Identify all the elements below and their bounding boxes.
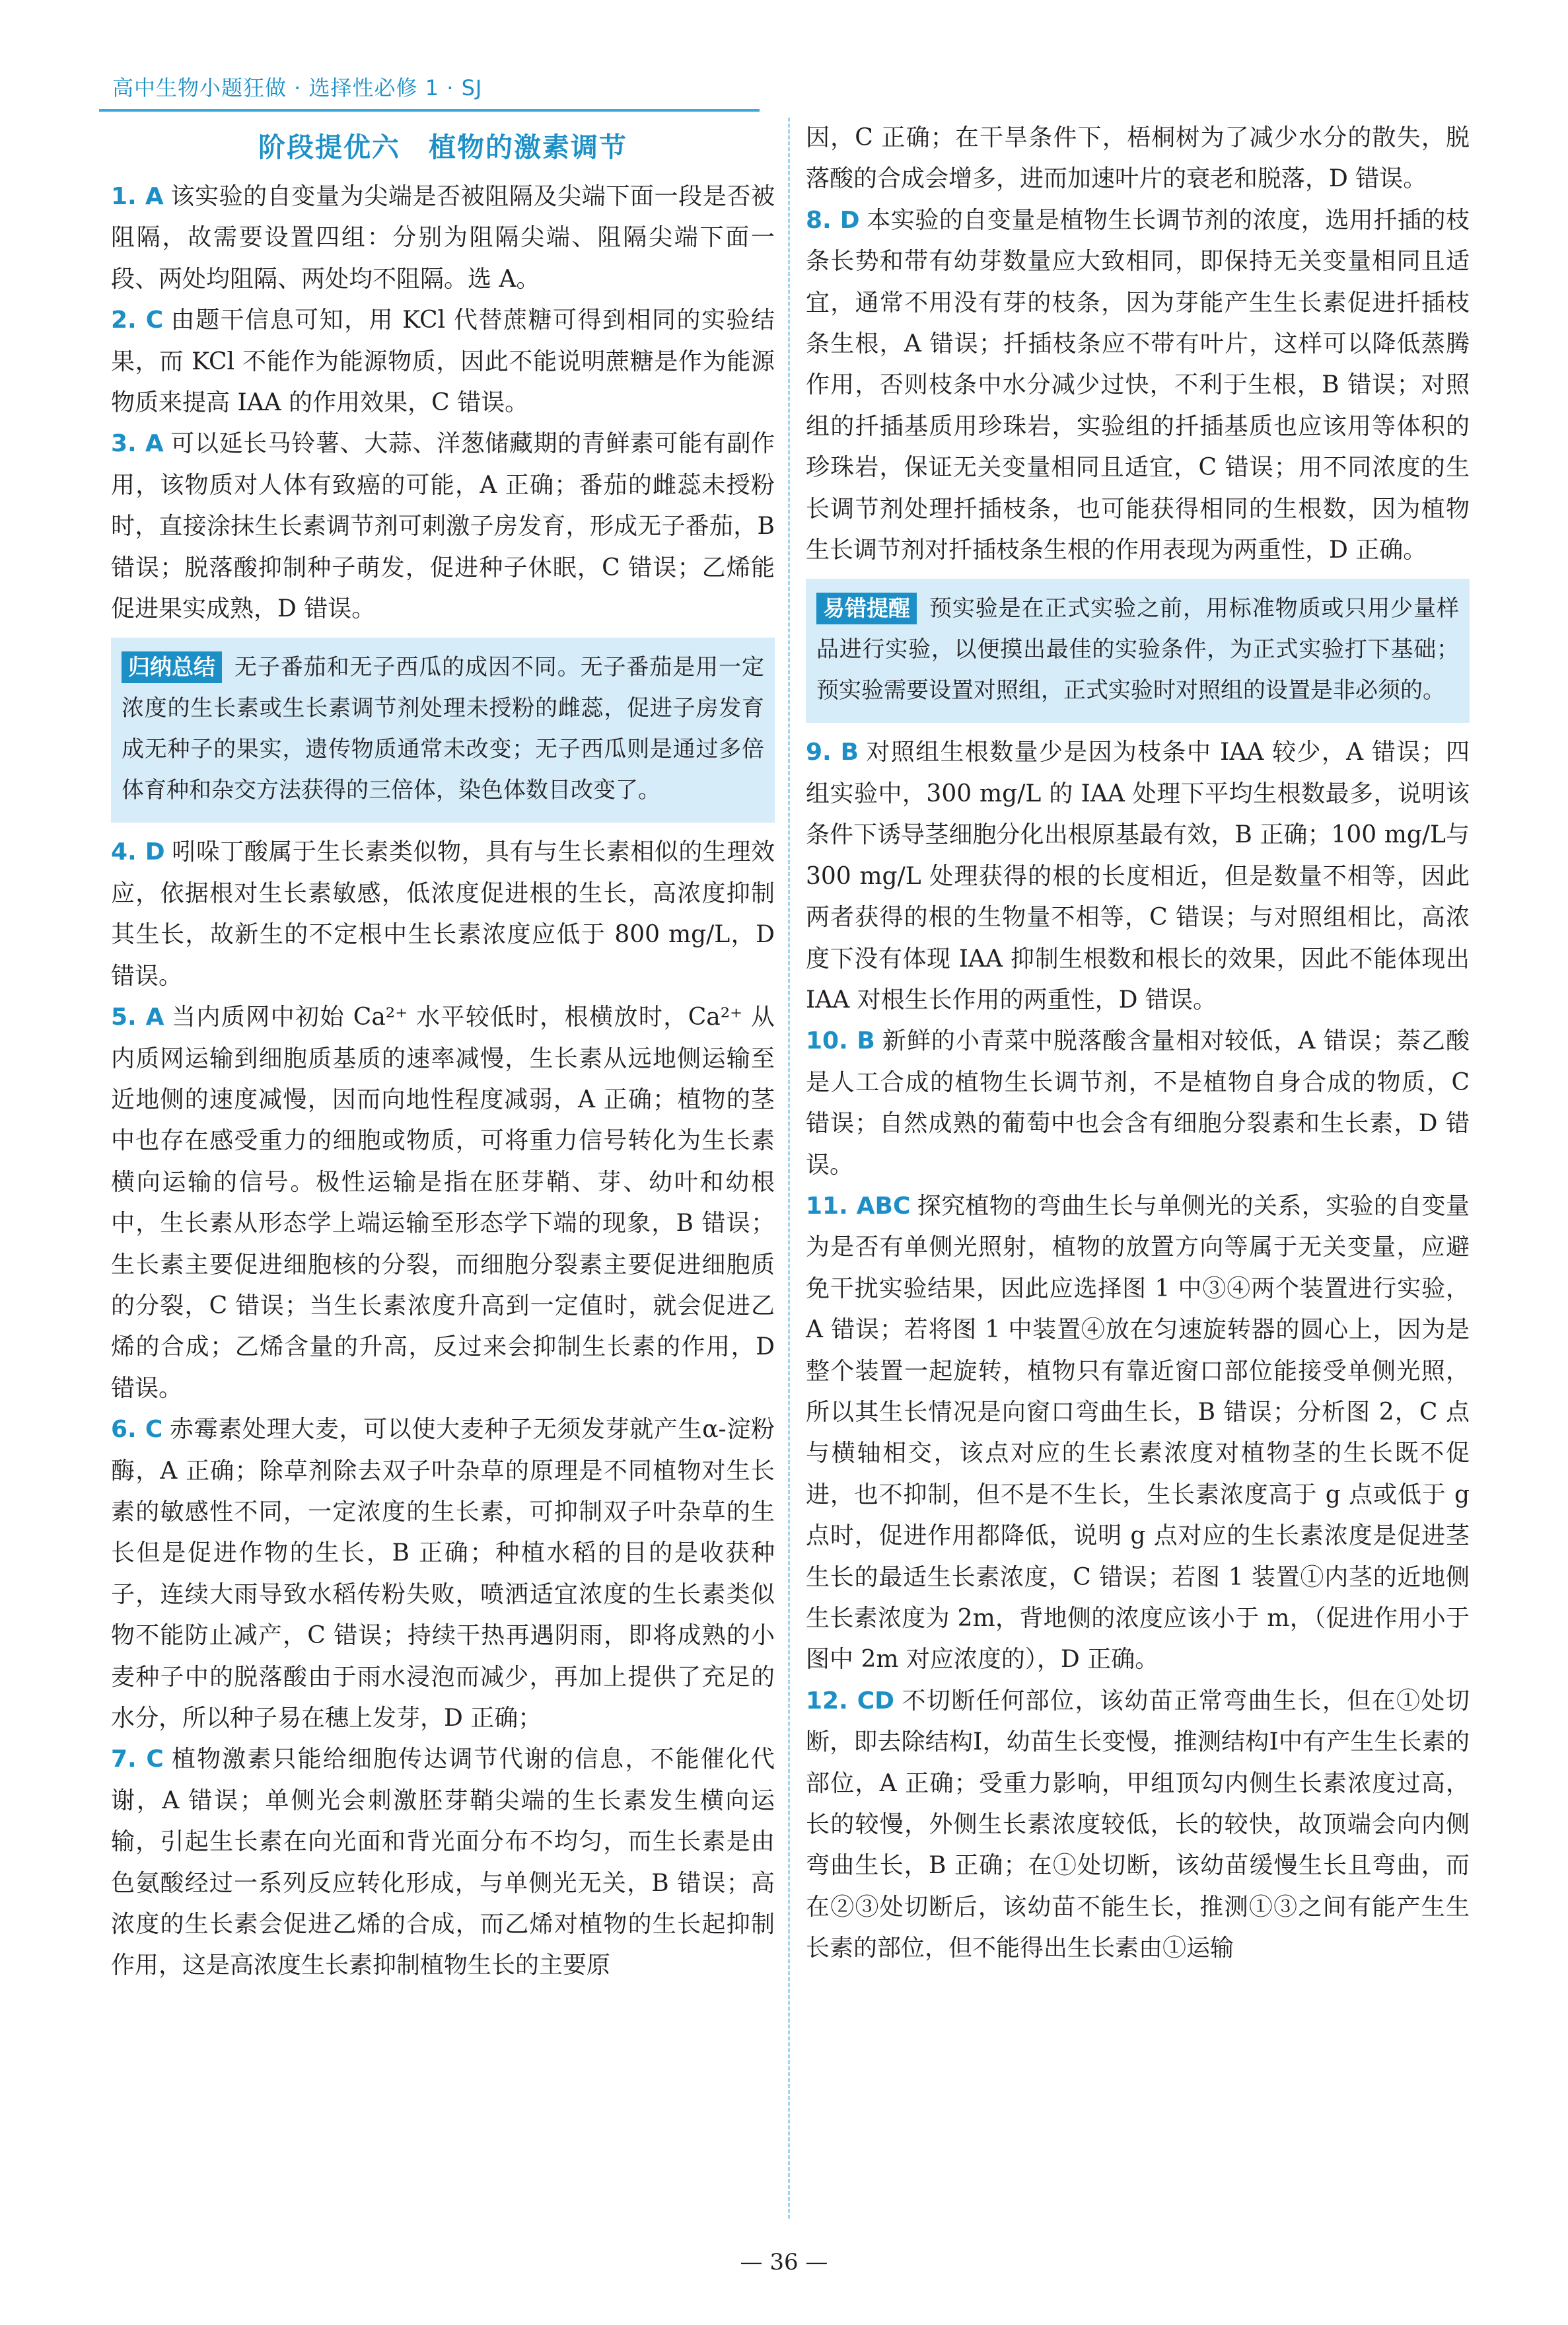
- answer-item: [111, 300, 775, 424]
- answer-text: 对照组生根数量少是因为枝条中 IAA 较少，A 错误；四组实验中，300 mg/L 的 IAA 处理下平均生根数最多，说明该条件下诱导茎细胞分化出根原基最有效，B 正确；100 mg/L与 300 mg/L 处理获得的根的长度相近，但是数量不相等，因此两者获得的根的生物量不相等，C 错误；与对照组相比，高浓度下没有体现 IAA 抑制生根数和根长的效果，因此不能体现出 IAA 对根生长作用的两重性，D 错误。: [806, 739, 1470, 1014]
- header-rule: [99, 109, 760, 112]
- summary-label: 归纳总结: [122, 651, 222, 683]
- right-column: [806, 118, 1470, 1970]
- answer-item: [111, 1409, 775, 1739]
- answer-text: 该实验的自变量为尖端是否被阻隔及尖端下面一段是否被阻隔，故需要设置四组：分别为阻隔尖端、阻隔尖端下面一段、两处均阻隔、两处均不阻隔。选 A。: [111, 183, 775, 293]
- warning-label: 易错提醒: [816, 593, 917, 624]
- section-title: 阶段提优六 植物的激素调节: [258, 131, 627, 163]
- answer-number: 3. A: [111, 430, 164, 458]
- answer-item: [111, 424, 775, 630]
- answer-text: 新鲜的小青菜中脱落酸含量相对较低，A 错误；萘乙酸是人工合成的植物生长调节剂，不是植物自身合成的物质，C 错误；自然成熟的葡萄中也会含有细胞分裂素和生长素，D 错误。: [806, 1027, 1470, 1179]
- answer-item: [806, 200, 1470, 572]
- left-column: [111, 118, 775, 1987]
- answer-text: 赤霉素处理大麦，可以使大麦种子无须发芽就产生α-淀粉酶，A 正确；除草剂除去双子叶杂草的原理是不同植物对生长素的敏感性不同，一定浓度的生长素，可抑制双子叶杂草的生长但是促进作物的生长，B 正确；种植水稻的目的是收获种子，连续大雨导致水稻传粉失败，喷洒适宜浓度的生长素类似物不能防止减产，C 错误；持续干热再遇阴雨，即将成熟的小麦种子中的脱落酸由于雨水浸泡而减少，再加上提供了充足的水分，所以种子易在穗上发芽，D 正确；: [111, 1416, 775, 1732]
- answer-number: 10. B: [806, 1027, 875, 1055]
- warning-box: [806, 579, 1470, 723]
- answer-text: 由题干信息可知，用 KCl 代替蔗糖可得到相同的实验结果，而 KCl 不能作为能源物质，因此不能说明蔗糖是作为能源物质来提高 IAA 的作用效果，C 错误。: [111, 307, 775, 417]
- column-divider: [788, 118, 790, 2219]
- answer-text: 可以延长马铃薯、大蒜、洋葱储藏期的青鲜素可能有副作用，该物质对人体有致癌的可能，A 正确；番茄的雌蕊未授粉时，直接涂抹生长素调节剂可刺激子房发育，形成无子番茄，B 错误；脱落酸抑制种子萌发，促进种子休眠，C 错误；乙烯能促进果实成熟，D 错误。: [111, 430, 775, 623]
- answer-item-continued: [806, 118, 1470, 200]
- answer-text: 探究植物的弯曲生长与单侧光的关系，实验的自变量为是否有单侧光照射，植物的放置方向等属于无关变量，应避免干扰实验结果，因此应选择图 1 中③④两个装置进行实验，A 错误；若将图 1 中装置④放在匀速旋转器的圆心上，因为是整个装置一起旋转，植物只有靠近窗口部位能接受单侧光照，所以其生长情况是向窗口弯曲生长，B 错误；分析图 2，C 点与横轴相交，该点对应的生长素浓度对植物茎的生长既不促进，也不抑制，但不是不生长，生长素浓度高于 g 点或低于 g 点时，促进作用都降低，说明 g 点对应的生长素浓度是促进茎生长的最适生长素浓度，C 错误；若图 1 装置①内茎的近地侧生长素浓度为 2m，背地侧的浓度应该小于 m，（促进作用小于图中 2m 对应浓度的），D 正确。: [806, 1192, 1470, 1674]
- answer-text: 本实验的自变量是植物生长调节剂的浓度，选用扦插的枝条长势和带有幼芽数量应大致相同，即保持无关变量相同且适宜，通常不用没有芽的枝条，因为芽能产生生长素促进扦插枝条生根，A 错误；扦插枝条应不带有叶片，这样可以降低蒸腾作用，否则枝条中水分减少过快，不利于生根，B 错误；对照组的扦插基质用珍珠岩，实验组的扦插基质也应该用等体积的珍珠岩，保证无关变量相同且适宜，C 错误；用不同浓度的生长调节剂处理扦插枝条，也可能获得相同的生根数，因为植物生长调节剂对扦插枝条生根的作用表现为两重性，D 正确。: [806, 206, 1470, 564]
- answer-text: 植物激素只能给细胞传达调节代谢的信息，不能催化代谢，A 错误；单侧光会刺激胚芽鞘尖端的生长素发生横向运输，引起生长素在向光面和背光面分布不均匀，而生长素是由色氨酸经过一系列反应转化形成，与单侧光无关，B 错误；高浓度的生长素会促进乙烯的合成，而乙烯对植物的生长起抑制作用，这是高浓度生长素抑制植物生长的主要原: [111, 1746, 775, 1979]
- page-number: — 36 —: [740, 2249, 828, 2275]
- summary-text: 无子番茄和无子西瓜的成因不同。无子番茄是用一定浓度的生长素或生长素调节剂处理未授粉的雌蕊，促进子房发育成无种子的果实，遗传物质通常未改变；无子西瓜则是通过多倍体育种和杂交方法获得的三倍体，染色体数目改变了。: [122, 654, 764, 804]
- answer-number: 12. CD: [806, 1687, 895, 1715]
- answer-item: [111, 1739, 775, 1986]
- answer-text: 不切断任何部位，该幼苗正常弯曲生长，但在①处切断，即去除结构Ⅰ，幼苗生长变慢，推测结构Ⅰ中有产生生长素的部位，A 正确；受重力影响，甲组顶勾内侧生长素浓度过高，长的较慢，外侧生长素浓度较低，长的较快，故顶端会向内侧弯曲生长，B 正确；在①处切断，该幼苗缓慢生长且弯曲，而在②③处切断后，该幼苗不能生长，推测①③之间有能产生生长素的部位，但不能得出生长素由①运输: [806, 1687, 1470, 1962]
- answer-item: [111, 997, 775, 1409]
- answer-number: 1. A: [111, 183, 164, 210]
- answer-number: 4. D: [111, 838, 165, 866]
- answer-number: 6. C: [111, 1416, 163, 1444]
- answer-text: 因，C 正确；在干旱条件下，梧桐树为了减少水分的散失，脱落酸的合成会增多，进而加速叶片的衰老和脱落，D 错误。: [806, 124, 1470, 193]
- answer-item: [806, 1681, 1470, 1970]
- answer-item: [111, 176, 775, 300]
- answer-item: [111, 832, 775, 997]
- answer-text: 当内质网中初始 Ca²⁺ 水平较低时，根横放时，Ca²⁺ 从内质网运输到细胞质基质的速率减慢，生长素从远地侧运输至近地侧的速度减慢，因而向地性程度减弱，A 正确；植物的茎中也存在感受重力的细胞或物质，可将重力信号转化为生长素横向运输的信号。极性运输是指在胚芽鞘、芽、幼叶和幼根中，生长素从形态学上端运输至形态学下端的现象，B 错误；生长素主要促进细胞核的分裂，而细胞分裂素主要促进细胞质的分裂，C 错误；当生长素浓度升高到一定值时，就会促进乙烯的合成；乙烯含量的升高，反过来会抑制生长素的作用，D 错误。: [111, 1004, 775, 1402]
- answer-item: [806, 1186, 1470, 1681]
- answer-number: 2. C: [111, 307, 164, 334]
- summary-box: [111, 638, 775, 823]
- answer-number: 7. C: [111, 1746, 164, 1773]
- warning-text: 预实验是在正式实验之前，用标准物质或只用少量样品进行实验，以便摸出最佳的实验条件，为正式实验打下基础；预实验需要设置对照组，正式实验时对照组的设置是非必须的。: [816, 595, 1459, 704]
- answer-item: [806, 1021, 1470, 1186]
- answer-item: [806, 732, 1470, 1021]
- answer-number: 5. A: [111, 1004, 164, 1031]
- running-header: 高中生物小题狂做 · 选择性必修 1 · SJ: [112, 75, 483, 100]
- answer-number: 9. B: [806, 739, 859, 766]
- answer-number: 11. ABC: [806, 1192, 911, 1220]
- answer-number: 8. D: [806, 206, 860, 234]
- answer-text: 吲哚丁酸属于生长素类似物，具有与生长素相似的生理效应，依据根对生长素敏感，低浓度促进根的生长，高浓度抑制其生长，故新生的不定根中生长素浓度应低于 800 mg/L，D 错误。: [111, 838, 775, 990]
